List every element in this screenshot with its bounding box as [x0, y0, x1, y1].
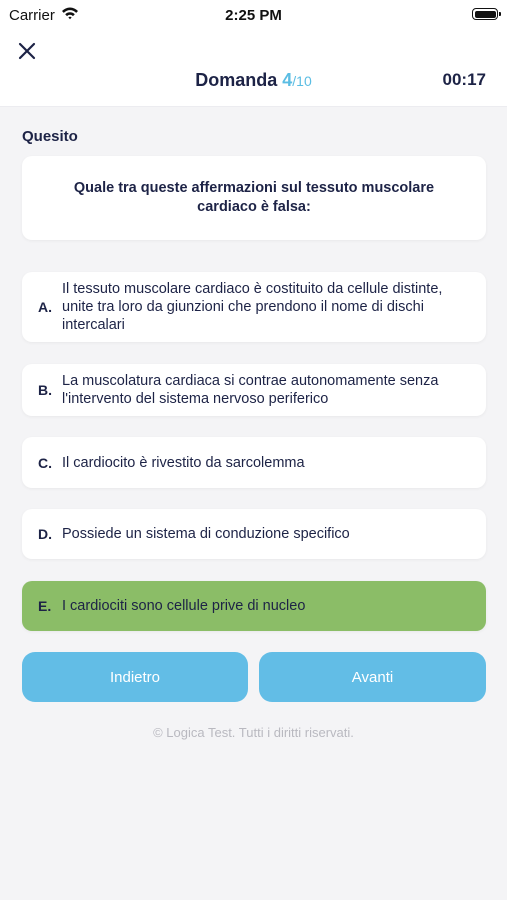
- answer-letter: B.: [38, 382, 52, 398]
- answer-letter: D.: [38, 526, 52, 542]
- question-card: [22, 156, 486, 240]
- copyright-footer: © Logica Test. Tutti i diritti riservati.: [153, 725, 354, 740]
- battery-icon: [472, 8, 498, 20]
- carrier-label: Carrier: [9, 7, 55, 24]
- question-number: 4: [282, 70, 293, 90]
- close-icon: [16, 40, 38, 62]
- answer-option-d[interactable]: [22, 509, 486, 559]
- answer-text: Possiede un sistema di conduzione specifico: [62, 526, 350, 542]
- status-bar: [0, 0, 507, 30]
- answer-text: Il tessuto muscolare cardiaco è costituito da cellule distinte, unite tra loro da giunzioni che prendono il nome di dischi intercalari: [62, 281, 443, 333]
- answer-option-b[interactable]: [22, 364, 486, 416]
- answer-text: I cardiociti sono cellule prive di nucleo: [62, 598, 306, 614]
- status-time: 2:25 PM: [225, 7, 282, 24]
- answer-text: La muscolatura cardiaca si contrae autonomamente senza l'intervento del sistema nervoso periferico: [62, 373, 439, 407]
- back-button[interactable]: Indietro: [22, 652, 248, 702]
- answer-option-e[interactable]: [22, 581, 486, 631]
- page-title: [0, 70, 507, 91]
- header-bar: [0, 30, 507, 106]
- timer: 00:17: [442, 70, 486, 89]
- question-label: Quesito: [22, 128, 78, 145]
- close-button[interactable]: [16, 40, 38, 62]
- question-text: Quale tra queste affermazioni sul tessuto muscolare cardiaco è falsa:: [73, 180, 435, 215]
- answer-text: Il cardiocito è rivestito da sarcolemma: [62, 454, 305, 471]
- question-total: /10: [292, 73, 312, 89]
- title-prefix: Domanda: [195, 70, 278, 90]
- next-button[interactable]: Avanti: [259, 652, 486, 702]
- answer-letter: C.: [38, 454, 52, 471]
- answer-letter: A.: [38, 299, 52, 315]
- answer-letter: E.: [38, 598, 52, 614]
- answer-option-c[interactable]: [22, 437, 486, 488]
- answer-option-a[interactable]: [22, 272, 486, 342]
